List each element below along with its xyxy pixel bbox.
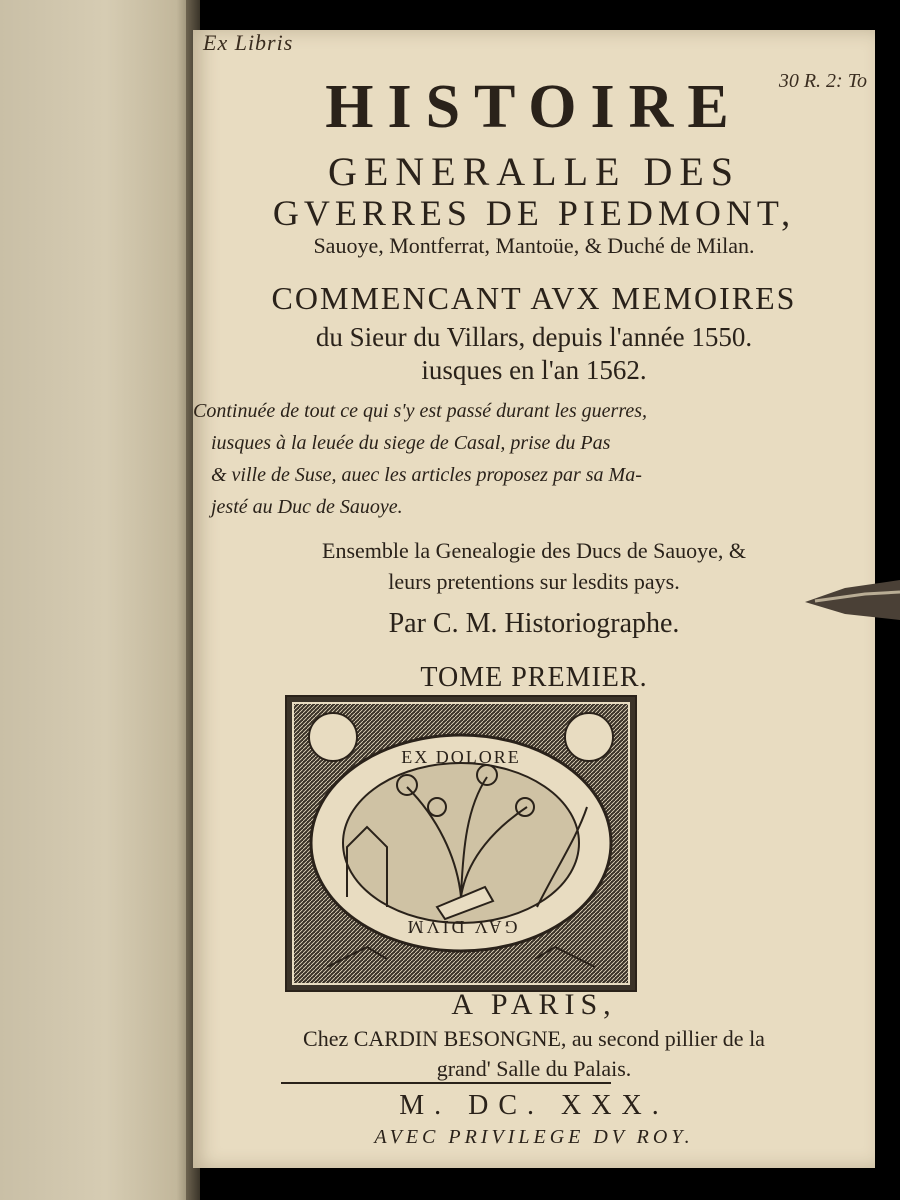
author-line: Par C. M. Historiographe. <box>388 608 680 639</box>
printer-emblem <box>285 695 637 992</box>
continuation-line: jesté au Duc de Sauoye. <box>211 496 403 518</box>
title-line-5: COMMENCANT AVX MEMOIRES <box>271 280 797 316</box>
continuation-line: iusques à la leuée du siege de Casal, prise du Pas <box>211 432 611 454</box>
volume-line: TOME PREMIER. <box>420 662 648 693</box>
title-line-2: GENERALLE DES <box>327 149 741 194</box>
ensemble-line: leurs pretentions sur lesdits pays. <box>388 569 680 594</box>
title-line-3: GVERRES DE PIEDMONT, <box>272 193 796 233</box>
imprint-rule <box>281 1082 611 1084</box>
continuation-paragraph <box>193 395 875 523</box>
ensemble-line: Ensemble la Genealogie des Ducs de Sauoye, & <box>322 538 746 563</box>
emblem-motto-top: EX DOLORE <box>401 747 521 767</box>
shelfmark-inscription: 30 R. 2: To <box>778 70 867 92</box>
continuation-line: Continuée de tout ce qui s'y est passé durant les guerres, <box>193 400 648 422</box>
emblem-illustration <box>287 697 635 990</box>
continuation-line: & ville de Suse, auec les articles proposez par sa Ma- <box>211 464 642 486</box>
imprint-city: A PARIS, <box>451 988 617 1021</box>
title-line-7: iusques en l'an 1562. <box>421 355 647 385</box>
title-line-4: Sauoye, Montferrat, Mantoüe, & Duché de Milan. <box>313 233 755 258</box>
main-title: HISTOIRE <box>325 73 743 141</box>
title-page <box>193 30 875 1168</box>
left-coat-of-arms <box>309 713 357 761</box>
imprint-printer-line-2: grand' Salle du Palais. <box>436 1056 632 1081</box>
title-line-6: du Sieur du Villars, depuis l'année 1550. <box>315 322 753 352</box>
facing-page <box>0 0 192 1200</box>
imprint-printer-line-1: Chez CARDIN BESONGNE, au second pillier de la <box>303 1026 765 1051</box>
ensemble-paragraph <box>193 535 875 597</box>
ex-libris-inscription: Ex Libris <box>203 30 294 55</box>
right-coat-of-arms <box>565 713 613 761</box>
bookmark-pointer-icon <box>805 574 900 624</box>
royal-privilege: AVEC PRIVILEGE DV ROY. <box>374 1126 694 1148</box>
imprint-date: M. DC. XXX. <box>399 1090 669 1121</box>
emblem-motto-bottom: GAV DIVM <box>404 917 518 937</box>
